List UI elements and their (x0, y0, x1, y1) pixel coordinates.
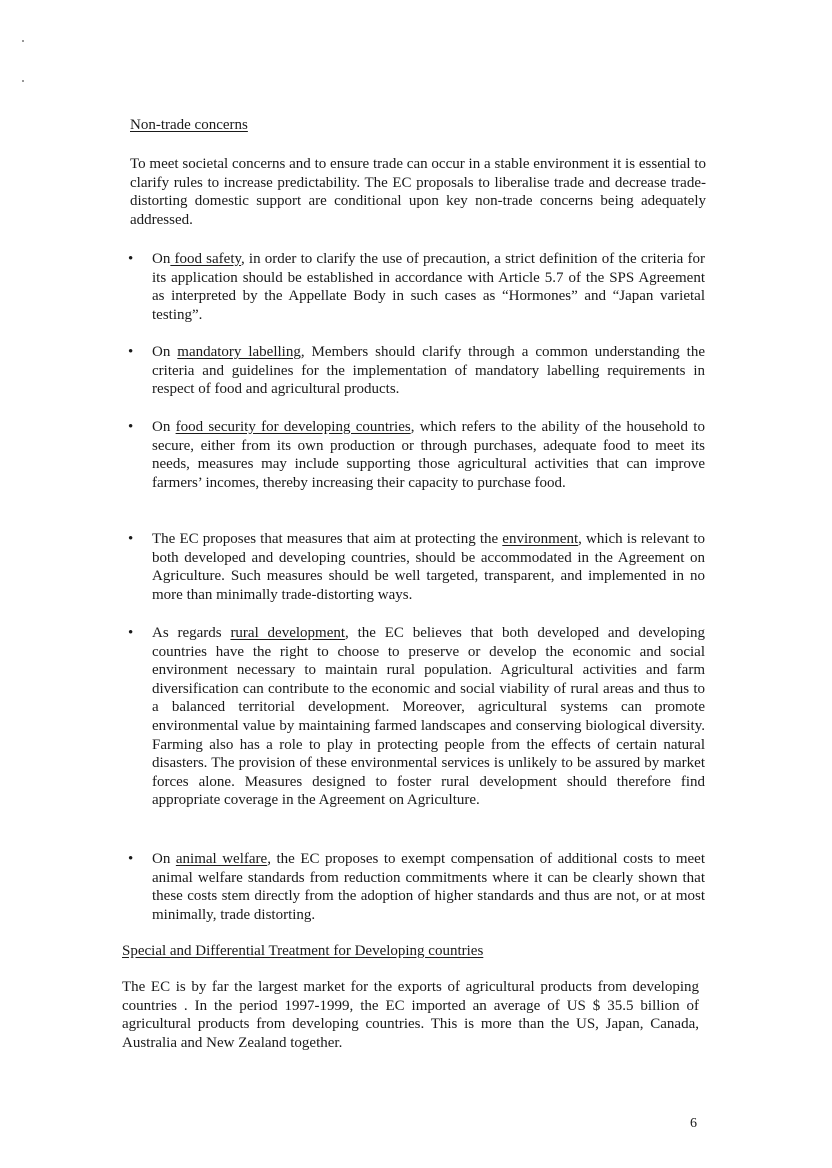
scan-speck (22, 80, 24, 82)
page-number: 6 (690, 1116, 697, 1131)
topic-animal-welfare: animal welfare (175, 851, 268, 867)
bullet-text: On food safety, in order to clarify the use of precaution, a strict definition of the criteria for its application should be established in accordance with Article 5.7 of the SPS Agreement as interpreted by the Appellate Body in such cases as “Hormones” and “Japan varietal testing”. (152, 251, 705, 323)
nontrade-heading: Non-trade concerns (130, 117, 248, 133)
bullet-dot: • (128, 851, 134, 867)
bullet-dot: • (128, 251, 134, 267)
bullet-dot: • (128, 625, 134, 641)
scan-speck (22, 40, 24, 42)
bullet-dot: • (128, 344, 134, 360)
bullet-text: On food security for developing countries, which refers to the ability of the household to secure, either from its own production or through purchases, adequate food to meet its needs, measures may include supporting those agricultural activities that can improve farmers’ incomes, thereby increasing their capacity to purchase food. (152, 419, 705, 491)
bullet-text: On mandatory labelling, Members should clarify through a common understanding the criteria and guidelines for the implementation of mandatory labelling requirements in respect of food and agricultural products. (152, 344, 706, 398)
bullet-environment (128, 530, 705, 604)
bullet-dot: • (128, 531, 134, 547)
bullet-animal-welfare (128, 850, 705, 924)
topic-rural-development: rural development (230, 625, 346, 641)
bullet-food-safety (128, 250, 705, 324)
bullet-text: The EC proposes that measures that aim at protecting the environment, which is relevant to both developed and developing countries, should be accommodated in the Agreement on Agriculture. Such measures should be well targeted, transparent, and implemented in no more than minimally trade-distorting ways. (152, 531, 705, 603)
topic-food-security: food security for developing countries (175, 419, 411, 435)
bullet-dot: • (128, 419, 134, 435)
intro-paragraph: To meet societal concerns and to ensure trade can occur in a stable environment it is essential to clarify rules to increase predictability. The EC proposals to liberalise trade and decrease trade-distorting domestic support are conditional upon key non-trade concerns being adequately addressed. (130, 156, 706, 228)
bullet-mandatory-labelling (128, 343, 705, 399)
bullet-text: As regards rural development, the EC believes that both developed and developing countries have the right to choose to preserve or develop the economic and social environment necessary to maintain rural population. Agricultural activities and farm diversification can contribute to the economic and social viability of rural areas and thus to a balanced territorial development. Moreover, agricultural systems can promote environmental value by maintaining farmed landscapes and conserving biological diversity. Farming also has a role to play in protecting people from the effects of certain natural disasters. The provision of these environmental services is unlikely to be assured by market forces alone. Measures designed to foster rural development should therefore find appropriate coverage in the Agreement on Agriculture. (152, 625, 705, 809)
sdt-paragraph: The EC is by far the largest market for the exports of agricultural products from developing countries . In the period 1997-1999, the EC imported an average of US $ 35.5 billion of agricultural products from developing countries. This is more than the US, Japan, Canada, Australia and New Zealand together. (122, 979, 699, 1051)
topic-environment: environment (502, 531, 579, 547)
topic-mandatory-labelling: mandatory labelling (177, 344, 301, 360)
topic-food-safety: food safety (170, 251, 242, 267)
bullet-rural-development (128, 624, 705, 810)
bullet-food-security (128, 418, 705, 492)
bullet-text: On animal welfare, the EC proposes to exempt compensation of additional costs to meet animal welfare standards from reduction commitments where it can be clearly shown that these costs stem directly from the adoption of higher standards and thus are not, or at most minimally, trade distorting. (152, 851, 706, 923)
sdt-heading: Special and Differential Treatment for Developing countries (122, 943, 484, 959)
